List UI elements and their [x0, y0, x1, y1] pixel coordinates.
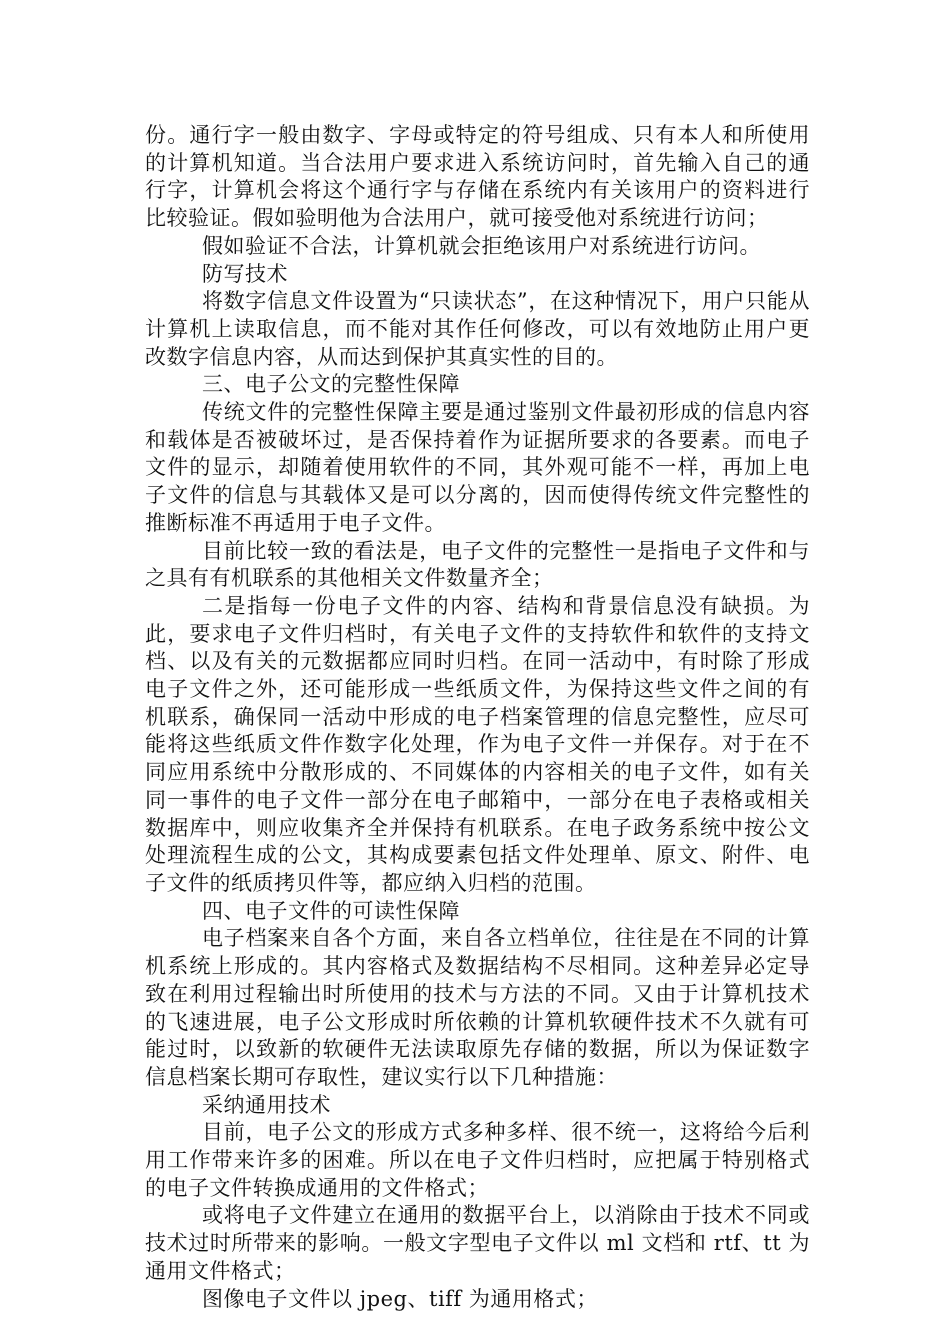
paragraph: 传统文件的完整性保障主要是通过鉴别文件最初形成的信息内容和载体是否被破坏过，是否保持着作为证据所要求的各要素。而电子文件的显示，却随着使用软件的不同，其外观可能不一样，再加上电子文件的信息与其载体又是可以分离的，因而使得传统文件完整性的推断标准不再适用于电子文件。 [145, 400, 810, 535]
paragraph: 二是指每一份电子文件的内容、结构和背景信息没有缺损。为此，要求电子文件归档时，有关电子文件的支持软件和软件的支持文档、以及有关的元数据都应同时归档。在同一活动中，有时除了形成电子文件之外，还可能形成一些纸质文件，为保持这些文件之间的有机联系，确保同一活动中形成的电子档案管理的信息完整性，应尽可能将这些纸质文件作数字化处理，作为电子文件一并保存。对于在不同应用系统中分散形成的、不同媒体的内容相关的电子文件，如有关同一事件的电子文件一部分在电子邮箱中，一部分在电子表格或相关数据库中，则应收集齐全并保持有机联系。在电子政务系统中按公文处理流程生成的公文，其构成要素包括文件处理单、原文、附件、电子文件的纸质拷贝件等，都应纳入归档的范围。 [145, 593, 810, 895]
paragraph: 目前比较一致的看法是，电子文件的完整性一是指电子文件和与之具有有机联系的其他相关文件数量齐全； [145, 538, 810, 591]
paragraph: 电子档案来自各个方面，来自各立档单位，往往是在不同的计算机系统上形成的。其内容格式及数据结构不尽相同。这种差异必定导致在利用过程输出时所使用的技术与方法的不同。又由于计算机技术的飞速进展，电子公文形成时所依赖的计算机软硬件技术不久就有可能过时，以致新的软硬件无法读取原先存储的数据，所以为保证数字信息档案长期可存取性，建议实行以下几种措施： [145, 926, 810, 1089]
paragraph: 或将电子文件建立在通用的数据平台上，以消除由于技术不同或技术过时所带来的影响。一般文字型电子文件以 ml 文档和 rtf、tt 为通用文件格式； [145, 1203, 810, 1283]
document-body [145, 122, 810, 1313]
paragraph-continuation: 份。通行字一般由数字、字母或特定的符号组成、只有本人和所使用的计算机知道。当合法用户要求进入系统访问时，首先输入自己的通行字，计算机会将这个通行字与存储在系统内有关该用户的资料进行比较验证。假如验明他为合法用户，就可接受他对系统进行访问； [145, 123, 810, 231]
section-heading-readability: 四、电子文件的可读性保障 [202, 898, 460, 923]
paragraph: 假如验证不合法，计算机就会拒绝该用户对系统进行访问。 [202, 233, 761, 258]
subheading-common-technology: 采纳通用技术 [202, 1092, 331, 1117]
subheading-write-protection: 防写技术 [202, 261, 288, 286]
paragraph: 将数字信息文件设置为“只读状态”，在这种情况下，用户只能从计算机上读取信息，而不能对其作任何修改，可以有效地防止用户更改数字信息内容，从而达到保护其真实性的目的。 [145, 289, 810, 369]
paragraph: 目前，电子公文的形成方式多种多样、很不统一，这将给今后利用工作带来许多的困难。所以在电子文件归档时，应把属于特别格式的电子文件转换成通用的文件格式； [145, 1120, 810, 1200]
section-heading-integrity: 三、电子公文的完整性保障 [202, 372, 460, 397]
paragraph: 图像电子文件以 jpeg、tiff 为通用格式； [202, 1286, 598, 1311]
